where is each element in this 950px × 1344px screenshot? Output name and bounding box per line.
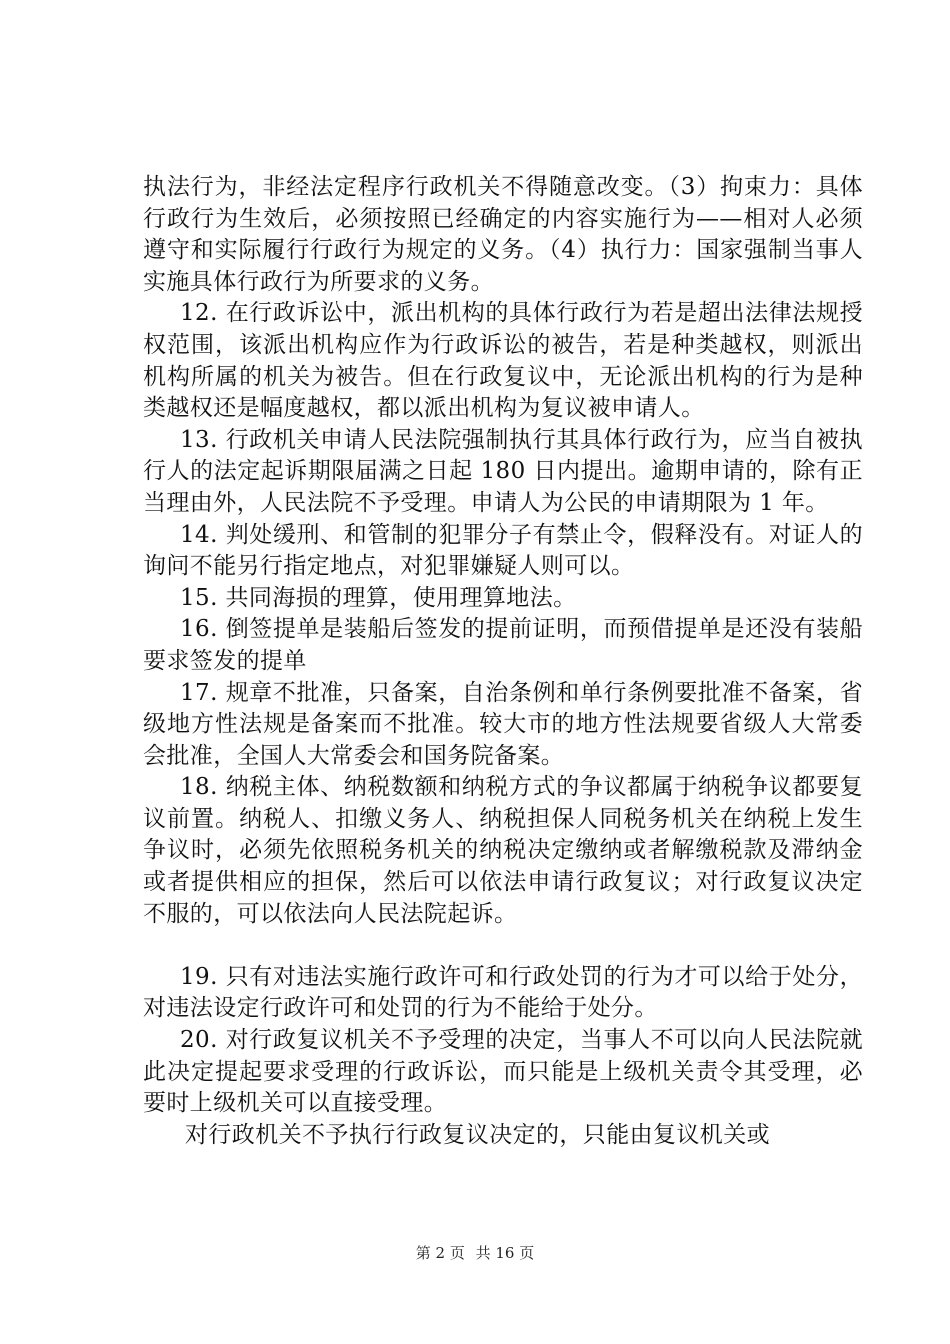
paragraph-item-19: 19. 只有对违法实施行政许可和行政处罚的行为才可以给于处分，对违法设定行政许可和处罚的行为不能给于处分。 bbox=[143, 963, 863, 1022]
paragraph-item-18: 18. 纳税主体、纳税数额和纳税方式的争议都属于纳税争议都要复议前置。纳税人、扣缴义务人、纳税担保人同税务机关在纳税上发生争议时，必须先依照税务机关的纳税决定缴纳或者解缴税款及滞纳金或者提供相应的担保，然后可以依法申请行政复议；对行政复议决定不服的，可以依法向人民法院起诉。 bbox=[143, 774, 863, 927]
page-footer bbox=[0, 1242, 950, 1263]
paragraph-item-16: 16. 倒签提单是装船后签发的提前证明，而预借提单是还没有装船要求签发的提单 bbox=[143, 616, 863, 674]
paragraph-item-17: 17. 规章不批准，只备案，自治条例和单行条例要批准不备案，省级地方性法规是备案而不批准。较大市的地方性法规要省级人大常委会批准，全国人大常委会和国务院备案。 bbox=[143, 679, 863, 769]
paragraph-item-20: 20. 对行政复议机关不予受理的决定，当事人不可以向人民法院就此决定提起要求受理的行政诉讼，而只能是上级机关责令其受理，必要时上级机关可以直接受理。 bbox=[143, 1027, 863, 1117]
paragraph-spacer bbox=[143, 930, 863, 962]
document-body bbox=[143, 172, 863, 1151]
paragraph-item-13: 13. 行政机关申请人民法院强制执行其具体行政行为，应当自被执行人的法定起诉期限届满之日起 180 日内提出。逾期申请的，除有正当理由外，人民法院不予受理。申请人为公民的申请期限为 1 年。 bbox=[143, 426, 863, 516]
paragraph-item-15: 15. 共同海损的理算，使用理算地法。 bbox=[180, 584, 577, 611]
paragraph-item-14: 14. 判处缓刑、和管制的犯罪分子有禁止令，假释没有。对证人的询问不能另行指定地点，对犯罪嫌疑人则可以。 bbox=[143, 521, 863, 580]
page-total: 共 16 页 bbox=[475, 1244, 535, 1262]
page-number: 第 2 页 bbox=[415, 1244, 465, 1262]
paragraph-continued: 执法行为，非经法定程序行政机关不得随意改变。（3）拘束力：具体行政行为生效后，必须按照已经确定的内容实施行为——相对人必须遵守和实际履行行政行为规定的义务。（4）执行力：国家强制当事人实施具体行政行为所要求的义务。 bbox=[143, 174, 863, 295]
paragraph-item-12: 12. 在行政诉讼中，派出机构的具体行政行为若是超出法律法规授权范围，该派出机构应作为行政诉讼的被告，若是种类越权，则派出机构所属的机关为被告。但在行政复议中，无论派出机构的行为是种类越权还是幅度越权，都以派出机构为复议被申请人。 bbox=[143, 300, 863, 422]
paragraph-trailing: 对行政机关不予执行行政复议决定的，只能由复议机关或 bbox=[185, 1121, 770, 1148]
